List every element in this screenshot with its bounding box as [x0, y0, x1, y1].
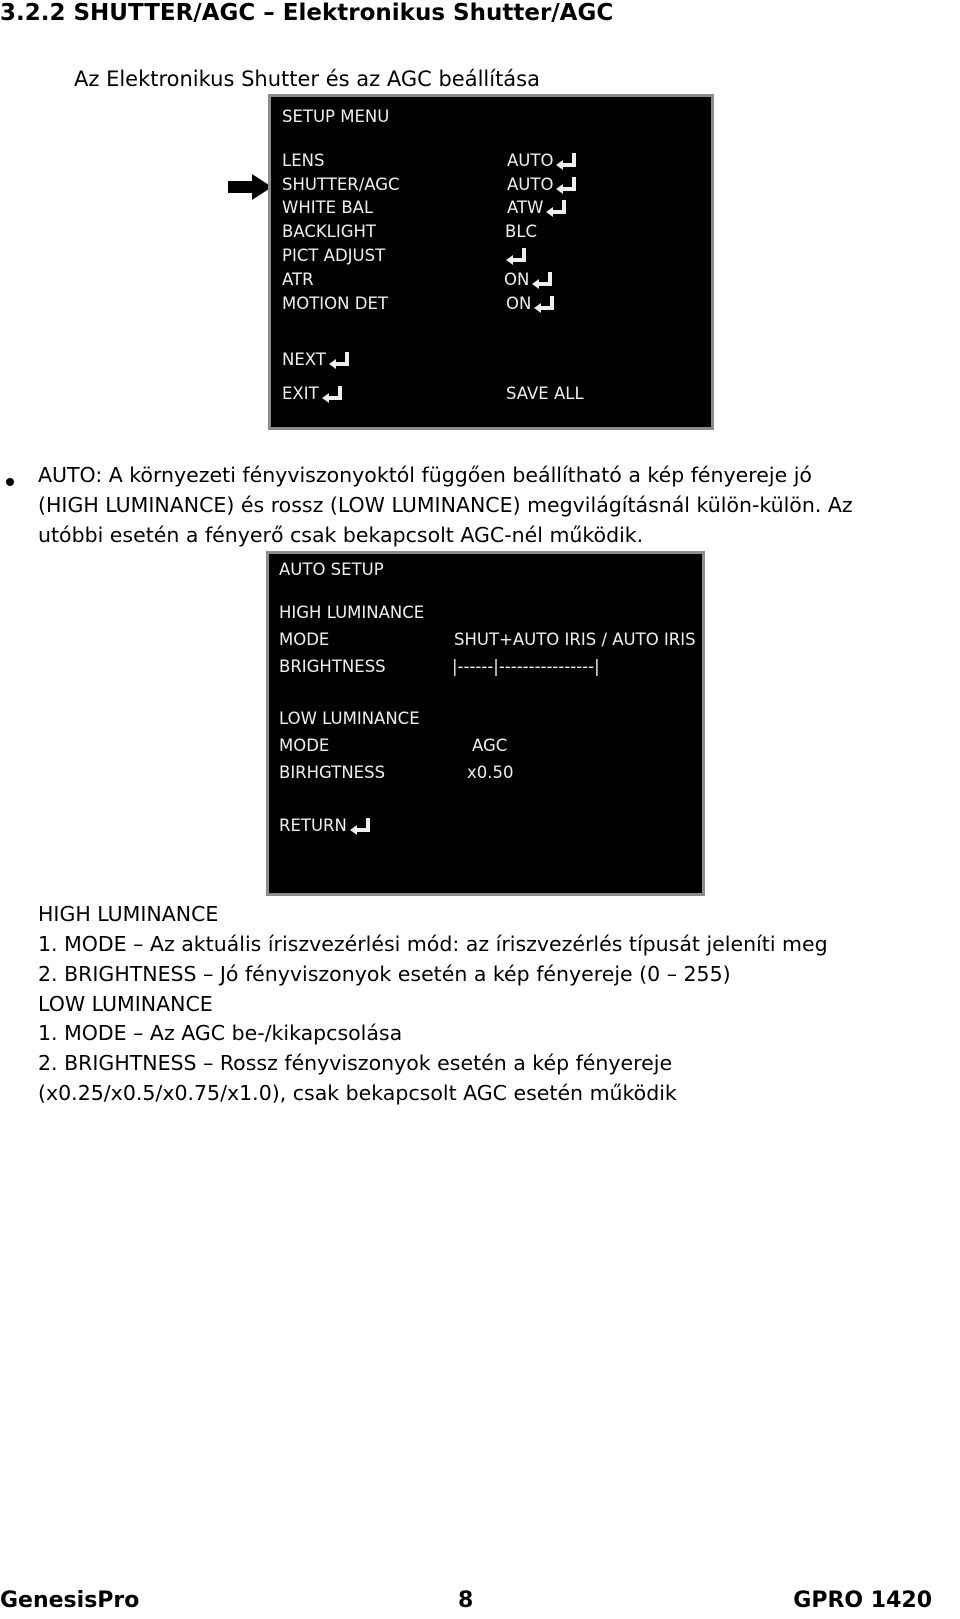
desc-high-brightness: 2. BRIGHTNESS – Jó fényviszonyok esetén a kép fényereje (0 – 255) [38, 962, 731, 986]
menu-next: NEXT [282, 350, 349, 370]
menu-value-shutter-agc: AUTO [507, 175, 576, 195]
enter-icon [511, 248, 526, 262]
menu-item-backlight: BACKLIGHT [282, 222, 376, 241]
paragraph-line-2: (HIGH LUMINANCE) és rossz (LOW LUMINANCE) megvilágításnál külön-külön. Az [38, 493, 853, 517]
menu-item-pict-adjust: PICT ADJUST [282, 246, 386, 265]
desc-low-luminance: LOW LUMINANCE [38, 992, 213, 1016]
enter-icon [551, 200, 566, 214]
low-luminance-label: LOW LUMINANCE [279, 709, 420, 728]
high-mode-label: MODE [279, 630, 330, 649]
desc-low-brightness: 2. BRIGHTNESS – Rossz fényviszonyok esetén a kép fényereje [38, 1051, 673, 1075]
high-brightness-label: BRIGHTNESS [279, 657, 386, 676]
setup-menu-title: SETUP MENU [282, 107, 390, 126]
desc-high-luminance: HIGH LUMINANCE [38, 902, 219, 926]
footer-brand: GenesisPro [0, 1588, 140, 1613]
bullet-icon [6, 478, 14, 486]
paragraph-line-1: AUTO: A környezeti fényviszonyoktól függően beállítható a kép fényereje jó [38, 463, 812, 487]
enter-icon [561, 177, 576, 191]
setup-menu-screen [268, 94, 714, 430]
paragraph-line-3: utóbbi esetén a fényerő csak bekapcsolt AGC-nél működik. [38, 523, 644, 547]
menu-value-pict-adjust [503, 246, 526, 266]
enter-icon [539, 296, 554, 310]
menu-value-backlight: BLC [505, 222, 538, 241]
menu-item-atr: ATR [282, 270, 314, 289]
arrow-pointer-icon [228, 174, 272, 200]
enter-icon [327, 386, 342, 400]
enter-icon [537, 272, 552, 286]
footer-page-number: 8 [458, 1588, 474, 1613]
menu-save-all: SAVE ALL [506, 384, 584, 403]
enter-icon [334, 352, 349, 366]
menu-item-shutter-agc: SHUTTER/AGC [282, 175, 400, 194]
low-brightness-value: x0.50 [467, 763, 514, 782]
desc-high-mode: 1. MODE – Az aktuális íriszvezérlési mód: az íriszvezérlés típusát jeleníti meg [38, 932, 828, 956]
menu-item-lens: LENS [282, 151, 325, 170]
footer-model: GPRO 1420 [793, 1588, 932, 1613]
desc-low-mode: 1. MODE – Az AGC be-/kikapcsolása [38, 1021, 403, 1045]
enter-icon [355, 818, 370, 832]
menu-value-white-bal: ATW [507, 198, 566, 218]
auto-setup-title: AUTO SETUP [279, 560, 384, 579]
menu-value-motion-det: ON [506, 294, 554, 314]
menu-value-atr: ON [504, 270, 552, 290]
menu-item-motion-det: MOTION DET [282, 294, 388, 313]
high-luminance-label: HIGH LUMINANCE [279, 603, 425, 622]
high-mode-value: SHUT+AUTO IRIS / AUTO IRIS [454, 630, 696, 649]
desc-low-brightness-values: (x0.25/x0.5/x0.75/x1.0), csak bekapcsolt AGC esetén működik [38, 1081, 677, 1105]
low-mode-value: AGC [472, 736, 508, 755]
enter-icon [561, 153, 576, 167]
high-brightness-bar: |------|----------------| [452, 657, 600, 676]
low-brightness-label: BIRHGTNESS [279, 763, 386, 782]
menu-exit: EXIT [282, 384, 342, 404]
menu-value-lens: AUTO [507, 151, 576, 171]
section-heading: 3.2.2 SHUTTER/AGC – Elektronikus Shutter/AGC [0, 0, 614, 26]
return-label: RETURN [279, 816, 370, 836]
menu-item-white-bal: WHITE BAL [282, 198, 374, 217]
section-subtitle: Az Elektronikus Shutter és az AGC beállítása [74, 67, 540, 91]
low-mode-label: MODE [279, 736, 330, 755]
auto-setup-screen [266, 551, 705, 896]
